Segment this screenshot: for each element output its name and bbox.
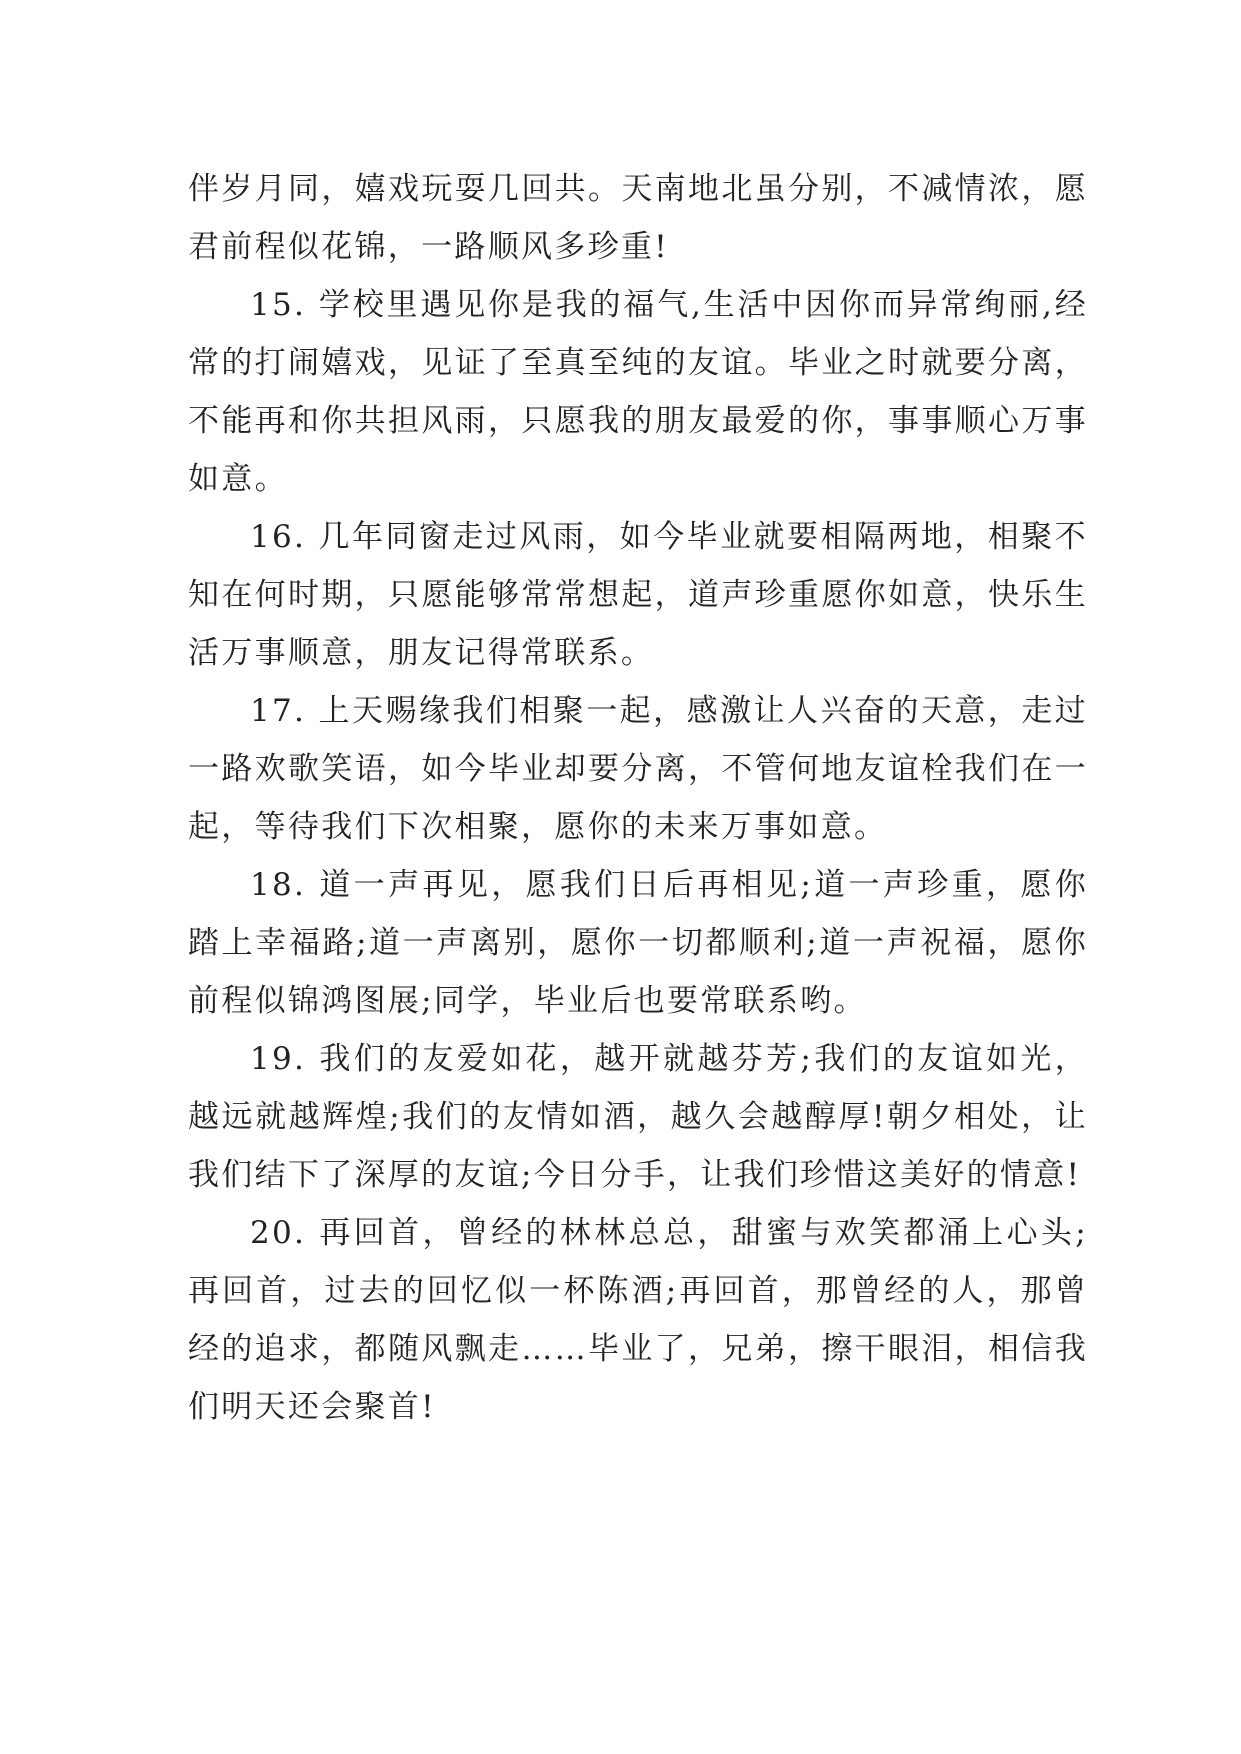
- paragraph-item-19: 19. 我们的友爱如花，越开就越芬芳;我们的友谊如光，越远就越辉煌;我们的友情如酒，越久会越醇厚!朝夕相处，让我们结下了深厚的友谊;今日分手，让我们珍惜这美好的情意!: [188, 1041, 1088, 1193]
- paragraph-item-20: 20. 再回首，曾经的林林总总，甜蜜与欢笑都涌上心头;再回首，过去的回忆似一杯陈酒;再回首，那曾经的人，那曾经的追求，都随风飘走……毕业了，兄弟，擦干眼泪，相信我们明天还会聚首!: [188, 1215, 1088, 1425]
- paragraph-item-16: 16. 几年同窗走过风雨，如今毕业就要相隔两地，相聚不知在何时期，只愿能够常常想起，道声珍重愿你如意，快乐生活万事顺意，朋友记得常联系。: [188, 519, 1088, 671]
- paragraph-continued: 伴岁月同，嬉戏玩耍几回共。天南地北虽分别，不减情浓，愿君前程似花锦，一路顺风多珍重!: [188, 171, 1088, 265]
- paragraph-item-15: 15. 学校里遇见你是我的福气,生活中因你而异常绚丽,经常的打闹嬉戏，见证了至真至纯的友谊。毕业之时就要分离，不能再和你共担风雨，只愿我的朋友最爱的你，事事顺心万事如意。: [188, 287, 1088, 497]
- paragraph-item-18: 18. 道一声再见，愿我们日后再相见;道一声珍重，愿你踏上幸福路;道一声离别，愿你一切都顺利;道一声祝福，愿你前程似锦鸿图展;同学，毕业后也要常联系哟。: [188, 867, 1088, 1019]
- paragraph-item-17: 17. 上天赐缘我们相聚一起，感激让人兴奋的天意，走过一路欢歌笑语，如今毕业却要分离，不管何地友谊栓我们在一起，等待我们下次相聚，愿你的未来万事如意。: [188, 693, 1088, 845]
- document-body: [188, 160, 1088, 1436]
